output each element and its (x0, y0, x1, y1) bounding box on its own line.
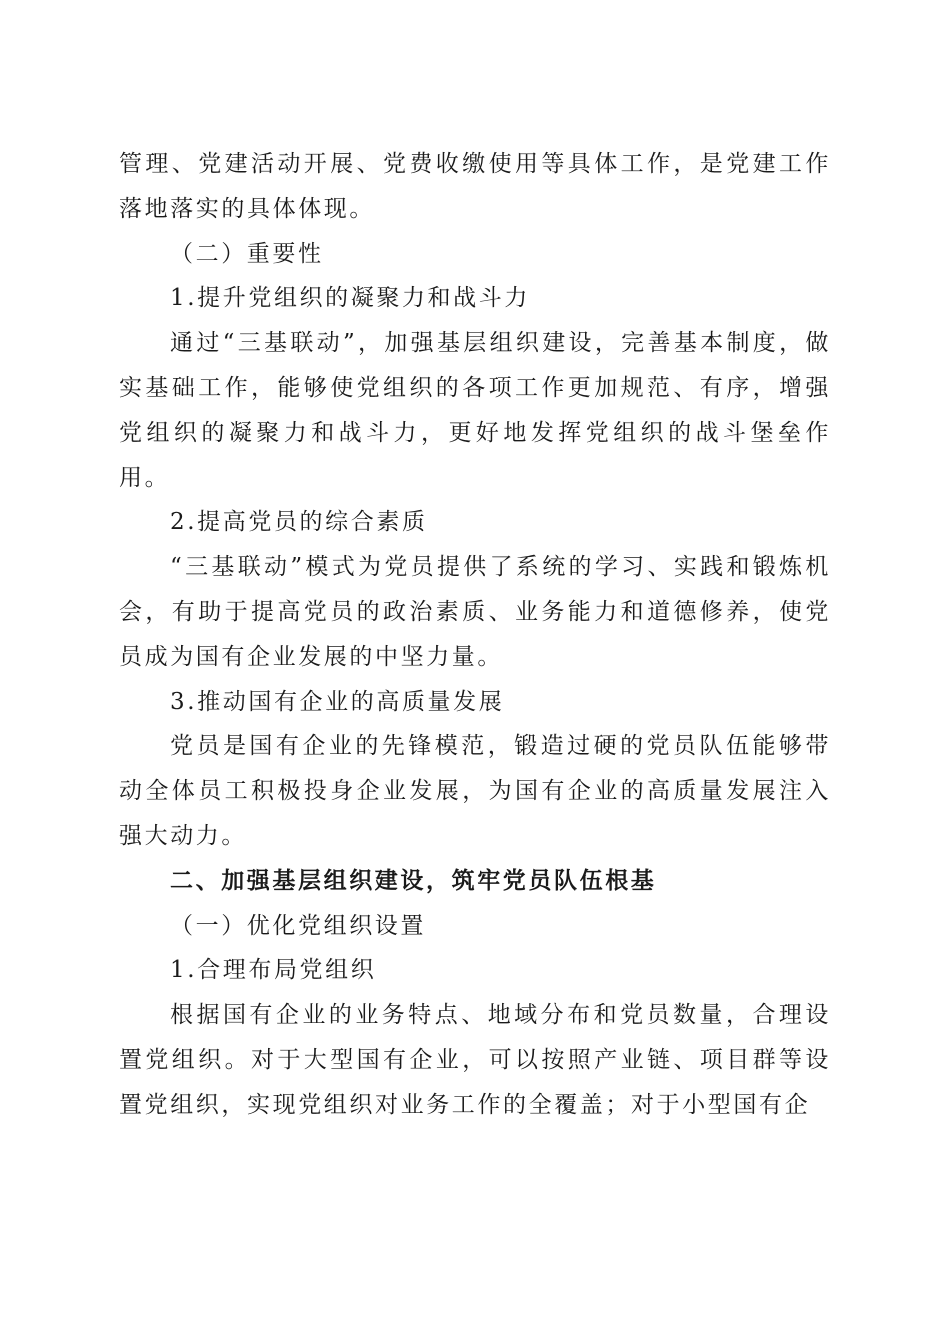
item-heading-3: 3.推动国有企业的高质量发展 (170, 688, 505, 715)
paragraph-body: 党员是国有企业的先锋模范，锻造过硬的党员队伍能够带动全体员工积极投身企业发展，为国有企业的高质量发展注入强大动力。 (119, 733, 831, 849)
subheading-importance: （二）重要性 (170, 240, 324, 267)
paragraph-body: 通过“三基联动”，加强基层组织建设，完善基本制度，做实基础工作，能够使党组织的各项工作更加规范、有序，增强党组织的凝聚力和战斗力，更好地发挥党组织的战斗堡垒作用。 (119, 330, 831, 491)
paragraph-body: “三基联动”模式为党员提供了系统的学习、实践和锻炼机会，有助于提高党员的政治素质、业务能力和道德修养，使党员成为国有企业发展的中坚力量。 (119, 554, 831, 670)
document-body (119, 142, 831, 1128)
item-heading-4: 1.合理布局党组织 (170, 957, 377, 984)
paragraph-body: 根据国有企业的业务特点、地域分布和党员数量，合理设置党组织。对于大型国有企业，可以按照产业链、项目群等设置党组织，实现党组织对业务工作的全覆盖；对于小型国有企 (119, 1002, 831, 1118)
section-heading: 二、加强基层组织建设，筑牢党员队伍根基 (170, 867, 657, 894)
paragraph-continuation: 管理、党建活动开展、党费收缴使用等具体工作，是党建工作落地落实的具体体现。 (119, 151, 831, 222)
subsection-heading: （一）优化党组织设置 (170, 912, 426, 939)
item-heading-1: 1.提升党组织的凝聚力和战斗力 (170, 285, 530, 312)
item-heading-2: 2.提高党员的综合素质 (170, 509, 428, 536)
